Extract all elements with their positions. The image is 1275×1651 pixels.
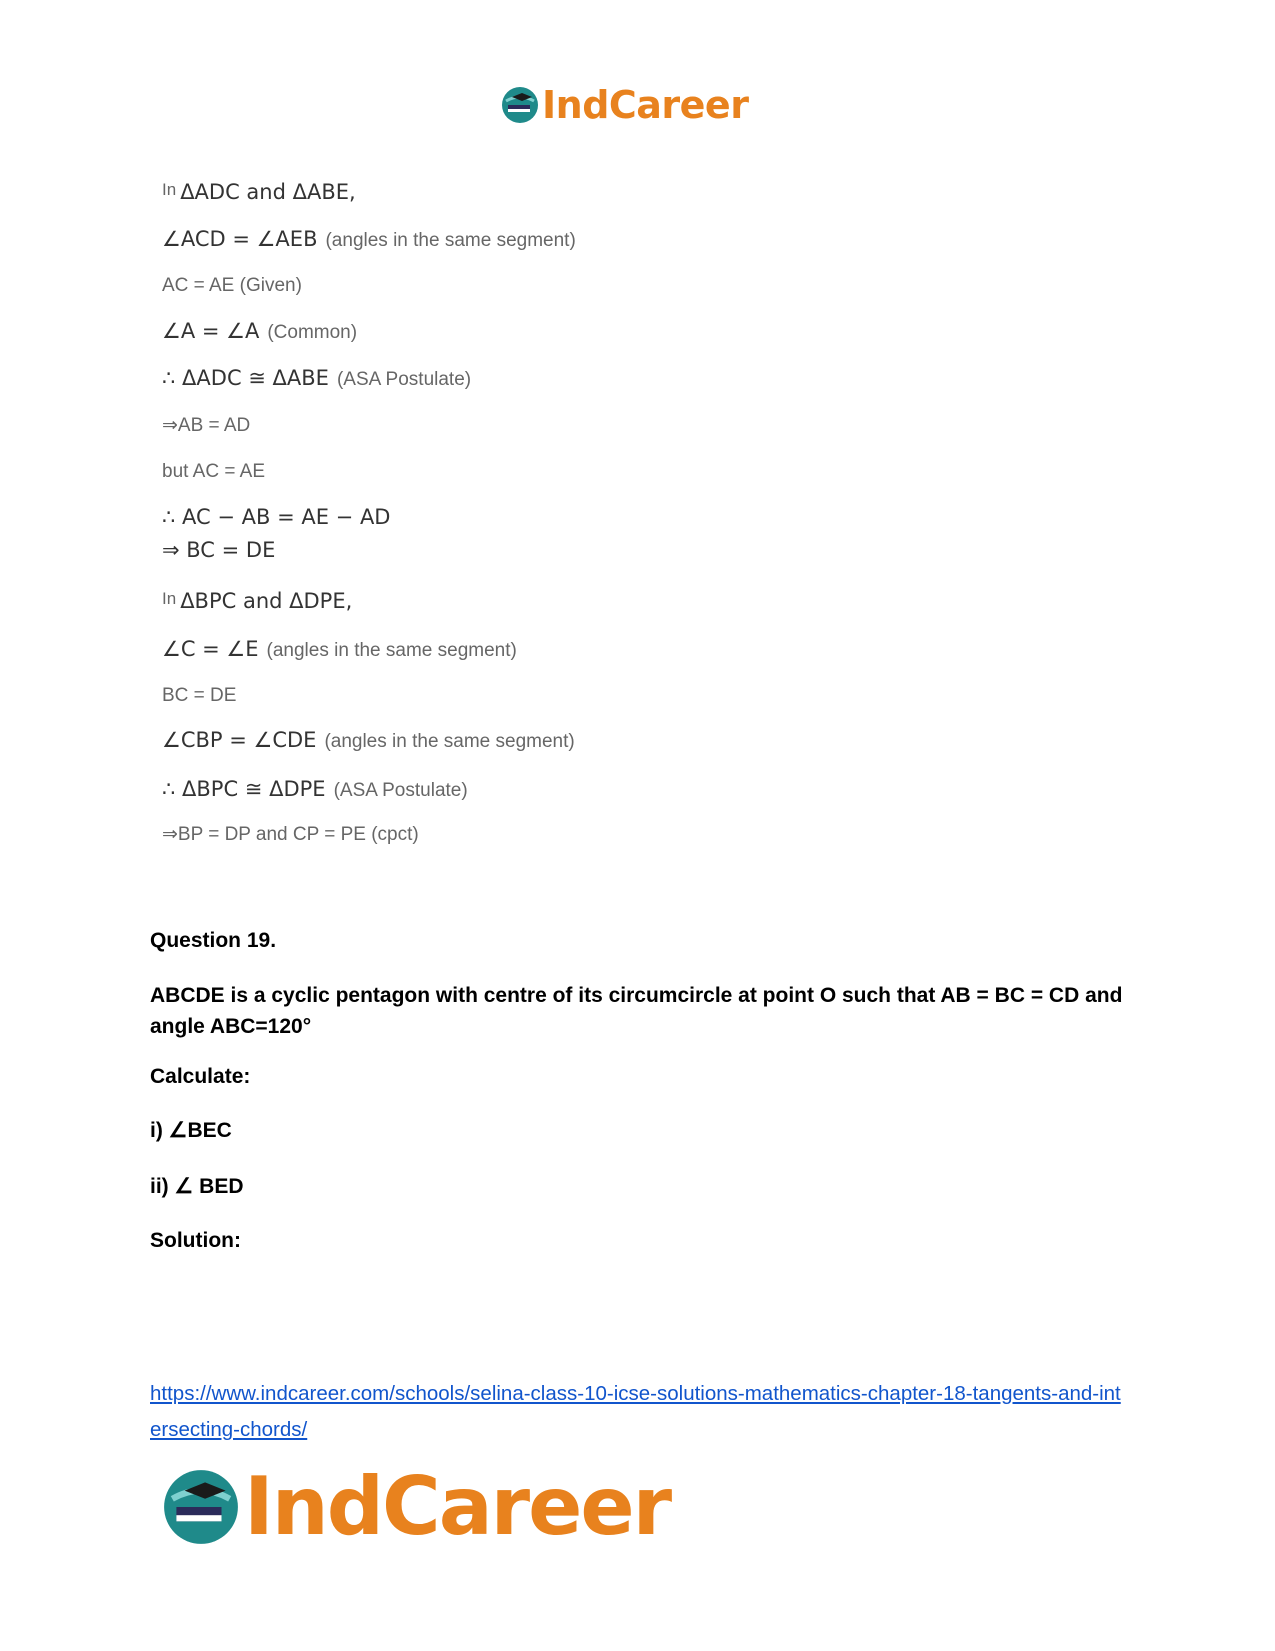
proof-line: In ΔADC and ΔABE,: [162, 180, 356, 204]
proof-line: ∴ ΔBPC ≅ ΔDPE (ASA Postulate): [162, 777, 468, 801]
solution-label: Solution:: [150, 1229, 241, 1252]
proof-line: ∠C = ∠E (angles in the same segment): [162, 637, 517, 661]
question-statement: ABCDE is a cyclic pentagon with centre of its circumcircle at point O such that AB = BC = CD and angle ABC=120°: [150, 984, 1123, 1038]
proof-line: ⇒AB = AD: [162, 415, 251, 436]
proof-line: ∴ AC − AB = AE − AD: [162, 505, 391, 529]
proof-line: ∠A = ∠A (Common): [162, 319, 358, 343]
proof-line: BC = DE: [162, 685, 237, 706]
proof-line: AC = AE (Given): [162, 275, 302, 296]
proof-line: ⇒BP = DP and CP = PE (cpct): [162, 824, 419, 845]
proof-line: In ΔBPC and ΔDPE,: [162, 589, 353, 613]
proof-line: ∠ACD = ∠AEB (angles in the same segment): [162, 227, 576, 251]
globe-book-icon: [500, 85, 540, 125]
proof-line: ∴ ΔADC ≅ ΔABE (ASA Postulate): [162, 366, 472, 390]
question-part-1: i) ∠BEC: [150, 1119, 232, 1142]
footer-logo: [160, 1462, 670, 1552]
globe-book-icon: [160, 1466, 242, 1548]
brand-name: IndCareer: [542, 83, 749, 127]
proof-line: but AC = AE: [162, 461, 265, 482]
proof-line: ∠CBP = ∠CDE (angles in the same segment): [162, 728, 575, 752]
brand-name: IndCareer: [244, 1460, 671, 1553]
question-part-2: ii) ∠ BED: [150, 1175, 244, 1198]
proof-line: ⇒ BC = DE: [162, 538, 276, 562]
calculate-label: Calculate:: [150, 1065, 251, 1088]
question-number: Question 19.: [150, 929, 277, 952]
header-logo: [500, 80, 748, 130]
source-link[interactable]: https://www.indcareer.com/schools/selina-class-10-icse-solutions-mathematics-chapter-18-tangents-and-intersecting-chords/: [150, 1382, 1121, 1441]
